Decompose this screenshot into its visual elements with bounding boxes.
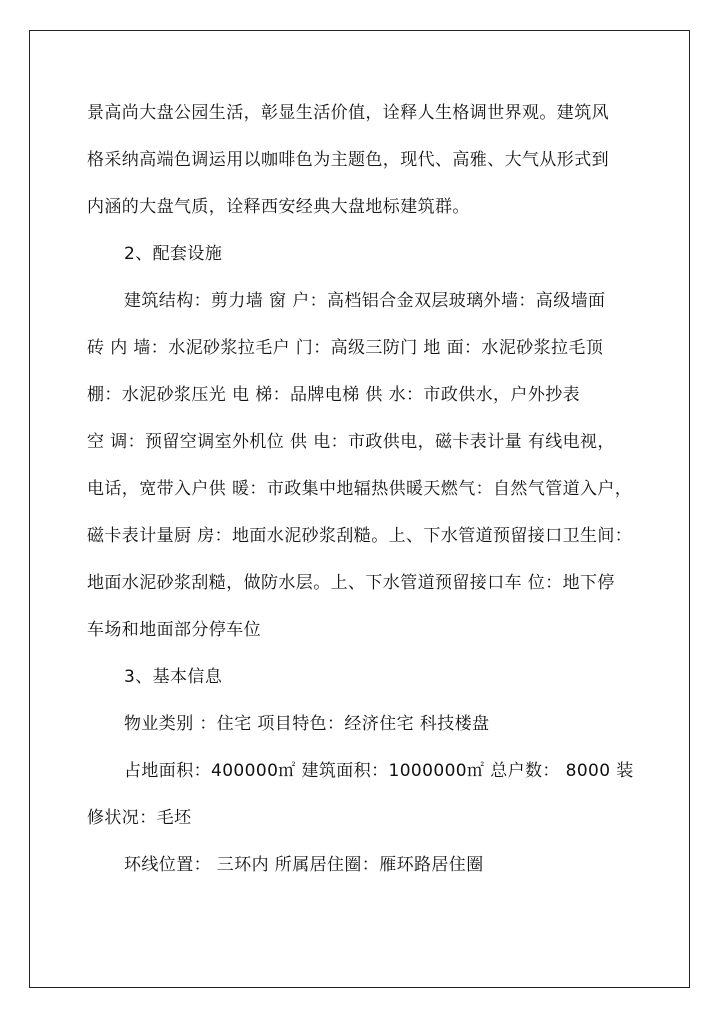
body-text-line: 格采纳高端色调运用以咖啡色为主题色，现代、高雅、大气从形式到 — [87, 150, 609, 170]
body-text-line: 占地面积：400000㎡ 建筑面积：1000000㎡ 总户数： 8000 装 — [124, 761, 634, 781]
body-text-line: 砖 内 墙：水泥砂浆拉毛户 门：高级三防门 地 面：水泥砂浆拉毛顶 — [87, 338, 604, 358]
body-text-line: 地面水泥砂浆刮糙，做防水层。上、下水管道预留接口车 位：地下停 — [87, 573, 615, 593]
body-text-line: 空 调：预留空调室外机位 供 电：市政供电，磁卡表计量 有线电视， — [87, 432, 615, 452]
section-heading: 3、基本信息 — [124, 667, 223, 687]
body-text-line: 电话，宽带入户供 暖：市政集中地辐热供暖天燃气：自然气管道入户， — [87, 479, 633, 499]
body-text-line: 磁卡表计量厨 房：地面水泥砂浆刮糙。上、下水管道预留接口卫生间： — [87, 526, 633, 546]
body-text-line: 建筑结构：剪力墙 窗 户：高档铝合金双层玻璃外墙：高级墙面 — [124, 291, 606, 311]
body-text-line: 修状况：毛坯 — [87, 808, 192, 828]
body-text-line: 车场和地面部分停车位 — [87, 620, 261, 640]
body-text-line: 物业类别 ：住宅 项目特色：经济住宅 科技楼盘 — [124, 714, 490, 734]
body-text-line: 景高尚大盘公园生活，彰显生活价值，诠释人生格调世界观。建筑风 — [87, 103, 609, 123]
body-text-line: 内涵的大盘气质，诠释西安经典大盘地标建筑群。 — [87, 197, 470, 217]
section-heading: 2、配套设施 — [124, 244, 223, 264]
page-border — [29, 30, 690, 988]
body-text-line: 环线位置： 三环内 所属居住圈：雁环路居住圈 — [124, 855, 484, 875]
body-text-line: 棚：水泥砂浆压光 电 梯：品牌电梯 供 水：市政供水，户外抄表 — [87, 385, 581, 405]
